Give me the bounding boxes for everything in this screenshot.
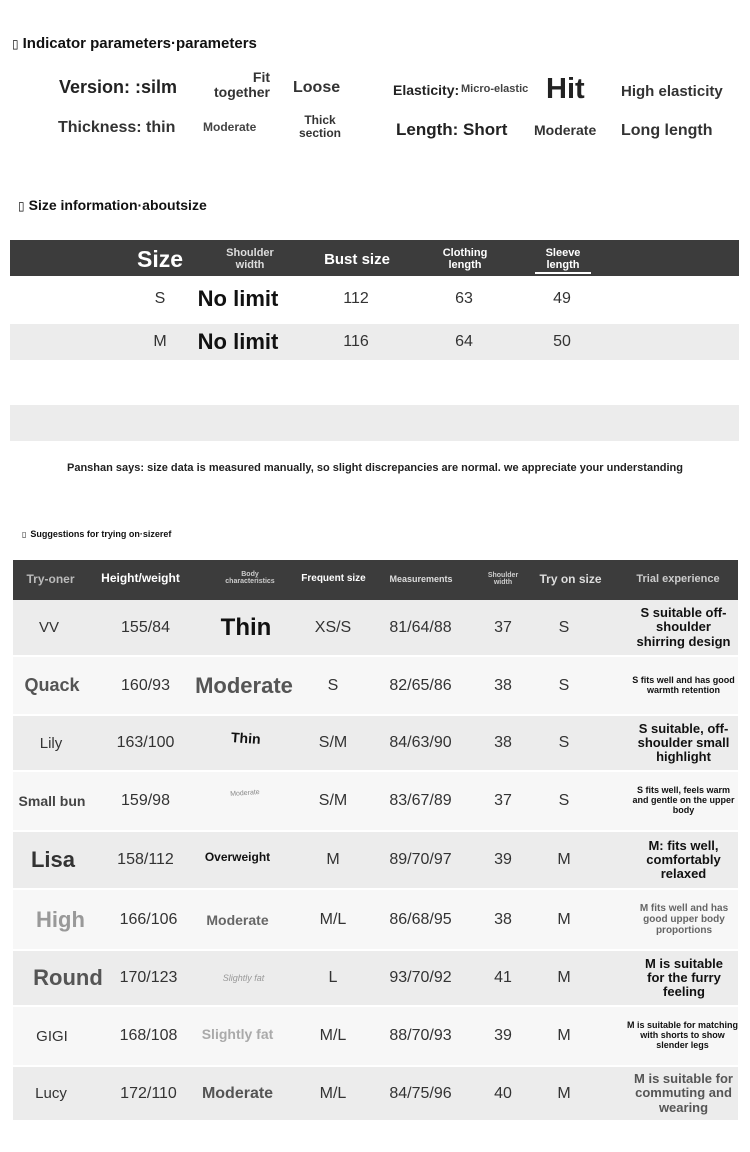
height-weight-cell: 170/123: [119, 969, 178, 986]
try-size-cell: S: [558, 792, 570, 809]
bust-cell: 116: [343, 333, 369, 350]
tryon-row: [13, 772, 738, 832]
frequent-size-cell: M: [326, 851, 340, 868]
height-weight-cell: 166/106: [119, 910, 178, 928]
measurements-cell: 88/70/93: [389, 1027, 452, 1044]
shoulder-cell: 39: [494, 851, 512, 868]
experience-cell: S suitable off-shoulder shirring design: [636, 605, 731, 649]
measurements-cell: 93/70/92: [389, 969, 452, 986]
section-bullet-icon: ▯: [12, 37, 19, 51]
experience-cell: M: fits well, comfortably relaxed: [646, 837, 721, 882]
tryon-row: [13, 1067, 738, 1122]
hit-option: Hit: [546, 73, 585, 105]
frequent-size-cell: S/M: [318, 792, 348, 809]
tryoner-name: Small bun: [18, 793, 86, 809]
frequent-size-cell: S: [327, 676, 339, 694]
frequent-size-header: Frequent size: [301, 573, 366, 584]
frequent-size-cell: XS/S: [314, 618, 352, 636]
section-bullet-icon: ▯: [22, 530, 27, 539]
body-characteristics-header: Body characteristics: [225, 571, 275, 586]
sleeve-cell: 49: [553, 290, 571, 307]
height-weight-cell: 163/100: [116, 734, 175, 751]
try-size-cell: M: [557, 851, 571, 868]
frequent-size-cell: L: [328, 969, 338, 986]
thick-section-option: Thick section: [298, 113, 341, 140]
try-size-cell: S: [558, 734, 570, 751]
experience-cell: M is suitable for commuting and wearing: [634, 1071, 733, 1115]
measurements-cell: 84/75/96: [389, 1084, 452, 1102]
tryon-row: [13, 657, 738, 716]
shoulder-cell: 39: [494, 1027, 512, 1044]
moderate-thickness-option: Moderate: [203, 120, 257, 134]
section-bullet-icon: ▯: [18, 199, 25, 213]
measurements-cell: 89/70/97: [389, 851, 452, 868]
clothing-cell: 63: [455, 290, 473, 307]
high-elasticity-option: High elasticity: [621, 83, 723, 100]
try-size-cell: M: [557, 1084, 571, 1102]
measurement-note: Panshan says: size data is measured manually, so slight discrepancies are normal. we appreciate your understanding: [66, 462, 684, 474]
tryoner-name: Lisa: [30, 847, 76, 872]
tryoner-name: VV: [38, 619, 59, 636]
indicator-section-title: ▯ Indicator parameters·parameters: [12, 35, 257, 52]
tryon-row: [13, 890, 738, 951]
body-cell: Slightly fat: [201, 1026, 274, 1042]
experience-cell: M fits well and has good upper body proportions: [639, 903, 729, 936]
tryoner-header: Try-oner: [26, 572, 75, 586]
body-cell: Moderate: [195, 672, 293, 698]
tryoner-name: Lucy: [35, 1085, 67, 1102]
size-row-s: [10, 278, 739, 320]
tryon-section-title: ▯ Suggestions for trying on·sizeref: [22, 529, 172, 539]
tryoner-name: Quack: [24, 675, 80, 695]
body-cell: Moderate: [229, 788, 260, 799]
frequent-size-cell: M/L: [319, 910, 347, 928]
measurements-cell: 81/64/88: [389, 618, 452, 636]
measurements-header: Measurements: [389, 574, 453, 584]
height-weight-cell: 155/84: [121, 618, 170, 636]
height-weight-cell: 158/112: [117, 851, 174, 868]
tryon-row: [13, 716, 738, 772]
try-size-cell: S: [558, 676, 570, 694]
long-length-option: Long length: [621, 122, 713, 139]
thickness-label: Thickness: thin: [58, 119, 176, 136]
shoulder-cell: No limit: [197, 286, 279, 311]
fit-together-option: Fit together: [214, 69, 270, 100]
try-size-cell: S: [558, 618, 570, 636]
size-cell: S: [154, 290, 166, 307]
body-cell: Slightly fat: [222, 972, 265, 983]
height-weight-cell: 172/110: [120, 1084, 177, 1102]
shoulder-cell: 37: [494, 792, 512, 809]
try-size-cell: M: [557, 969, 571, 986]
height-weight-header: Height/weight: [101, 571, 180, 585]
shoulder-cell: 38: [494, 910, 512, 928]
frequent-size-cell: M/L: [319, 1084, 347, 1102]
tryon-table-header: [13, 560, 738, 600]
measurements-cell: 86/68/95: [389, 910, 452, 928]
size-row-m: [10, 324, 739, 360]
micro-elastic-option: Micro-elastic: [461, 83, 529, 95]
body-cell: Overweight: [204, 850, 271, 864]
shoulder-cell: 38: [494, 734, 512, 751]
measurements-cell: 83/67/89: [389, 792, 452, 809]
height-weight-cell: 168/108: [119, 1027, 178, 1044]
size-info-section-title: ▯ Size information·aboutsize: [18, 197, 207, 213]
loose-option: Loose: [293, 79, 341, 96]
experience-cell: S fits well, feels warm and gentle on the upper body: [632, 785, 735, 815]
shoulder-cell: 37: [494, 618, 512, 636]
clothing-length-header: Clothing length: [442, 247, 488, 271]
shoulder-cell: 40: [494, 1084, 512, 1102]
sleeve-length-header: Sleeve length: [535, 248, 591, 274]
shoulder-width-header: Shoulder width: [226, 247, 274, 271]
experience-cell: S suitable, off-shoulder small highlight: [637, 720, 730, 765]
sleeve-cell: 50: [553, 333, 571, 350]
shoulder-cell: No limit: [197, 329, 279, 354]
height-weight-cell: 159/98: [121, 792, 170, 809]
body-cell: Moderate: [201, 1084, 274, 1102]
tryon-row: [13, 600, 738, 657]
size-row-empty: [10, 405, 739, 441]
moderate-length-option: Moderate: [534, 122, 597, 138]
experience-cell: M is suitable for matching with shorts to show slender legs: [626, 1020, 738, 1050]
body-cell: Moderate: [206, 911, 269, 928]
experience-cell: M is suitable for the furry feeling: [644, 955, 724, 1000]
frequent-size-cell: S/M: [318, 734, 348, 751]
bust-size-header: Bust size: [324, 251, 390, 268]
tryoner-name: High: [36, 906, 85, 932]
tryon-row: [13, 951, 738, 1007]
trial-experience-header: Trial experience: [636, 573, 720, 585]
body-cell: Thin: [220, 613, 272, 641]
body-cell: Thin: [230, 729, 262, 748]
version-label: Version: :silm: [59, 77, 178, 97]
clothing-cell: 64: [455, 333, 473, 350]
shoulder-width-header: Shoulder width: [487, 572, 519, 587]
measurements-cell: 82/65/86: [389, 676, 452, 694]
tryon-row: [13, 832, 738, 890]
frequent-size-cell: M/L: [319, 1027, 347, 1044]
try-size-cell: M: [557, 1027, 571, 1044]
tryon-row: [13, 1007, 738, 1067]
tryoner-name: Lily: [39, 734, 63, 752]
experience-cell: S fits well and has good warmth retention: [632, 674, 735, 695]
try-on-size-header: Try on size: [539, 572, 602, 586]
shoulder-cell: 41: [494, 969, 512, 986]
size-table-header: [10, 240, 739, 276]
height-weight-cell: 160/93: [121, 676, 170, 694]
tryoner-name: Round: [33, 965, 103, 990]
size-header: Size: [136, 246, 184, 272]
size-cell: M: [153, 333, 167, 350]
elasticity-label: Elasticity:: [393, 82, 460, 98]
bust-cell: 112: [343, 290, 369, 307]
measurements-cell: 84/63/90: [389, 734, 452, 751]
length-label: Length: Short: [396, 120, 508, 139]
shoulder-cell: 38: [494, 676, 512, 694]
try-size-cell: M: [557, 910, 571, 928]
tryoner-name: GIGI: [36, 1027, 68, 1045]
